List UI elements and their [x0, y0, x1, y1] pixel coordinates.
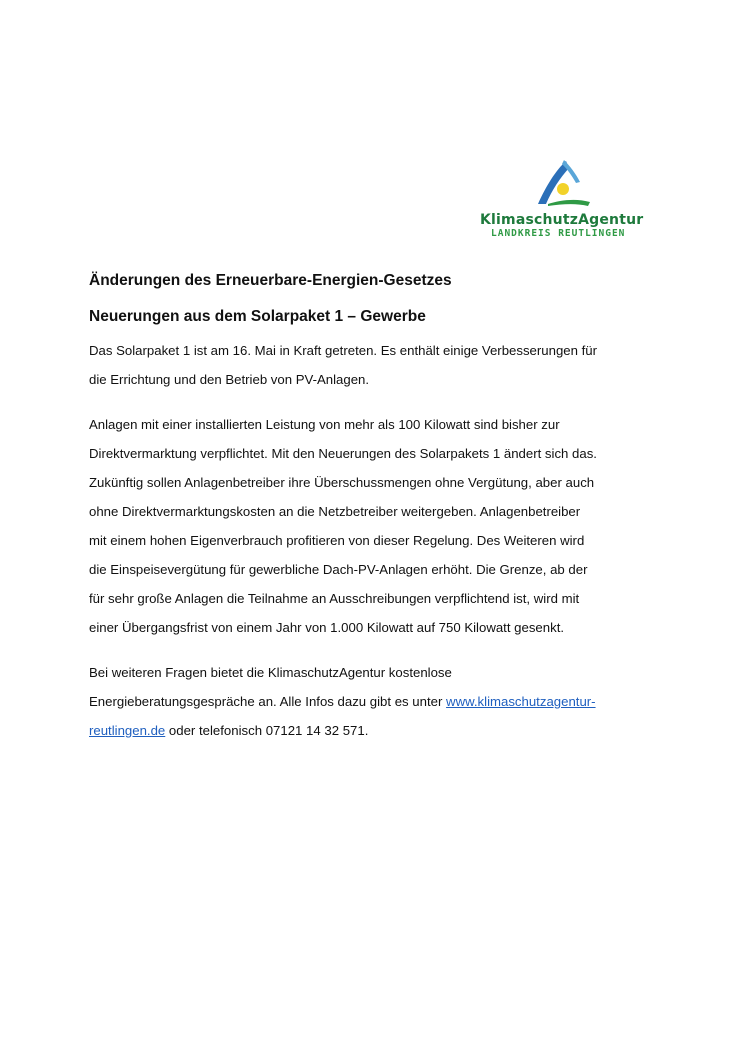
website-link-part2[interactable]: reutlingen.de — [89, 723, 166, 738]
logo-text-region: LANDKREIS REUTLINGEN — [491, 228, 626, 239]
logo-mark-icon — [536, 158, 592, 208]
paragraph-details — [89, 410, 669, 642]
paragraph-line: Zukünftig sollen Anlagenbetreiber ihre Überschussmengen ohne Vergütung, aber auch — [89, 475, 595, 490]
page-subtitle: Neuerungen aus dem Solarpaket 1 – Gewerbe — [89, 308, 426, 325]
logo — [474, 156, 664, 240]
page-title: Änderungen des Erneuerbare-Energien-Gesetzes — [89, 272, 452, 289]
logo-text-name: KlimaschutzAgentur — [480, 212, 644, 228]
paragraph-line: mit einem hohen Eigenverbrauch profitieren von dieser Regelung. Des Weiteren wird — [89, 533, 585, 548]
paragraph-line: Direktvermarktung verpflichtet. Mit den Neuerungen des Solarpakets 1 ändert sich das. — [89, 446, 597, 461]
paragraph-line: die Einspeisevergütung für gewerbliche Dach-PV-Anlagen erhöht. Die Grenze, ab der — [89, 562, 588, 577]
paragraph-contact — [89, 658, 669, 745]
website-link-part1[interactable]: www.klimaschutzagentur- — [446, 694, 596, 709]
paragraph-line: für sehr große Anlagen die Teilnahme an Ausschreibungen verpflichtend ist, wird mit — [89, 591, 580, 606]
paragraph-line: die Errichtung und den Betrieb von PV-Anlagen. — [89, 372, 370, 387]
phone-text: oder telefonisch 07121 14 32 571. — [165, 723, 369, 738]
paragraph-line: Bei weiteren Fragen bietet die KlimaschutzAgentur kostenlose — [89, 665, 452, 680]
paragraph-line: ohne Direktvermarktungskosten an die Netzbetreiber weitergeben. Anlagenbetreiber — [89, 504, 581, 519]
paragraph-line: Anlagen mit einer installierten Leistung von mehr als 100 Kilowatt sind bisher zur — [89, 417, 560, 432]
paragraph-line: einer Übergangsfrist von einem Jahr von 1.000 Kilowatt auf 750 Kilowatt gesenkt. — [89, 620, 565, 635]
paragraph-line: Das Solarpaket 1 ist am 16. Mai in Kraft getreten. Es enthält einige Verbesserungen für — [89, 343, 598, 358]
paragraph-text: Energieberatungsgespräche an. Alle Infos dazu gibt es unter — [89, 694, 447, 709]
article — [89, 272, 669, 745]
paragraph-intro — [89, 336, 669, 394]
